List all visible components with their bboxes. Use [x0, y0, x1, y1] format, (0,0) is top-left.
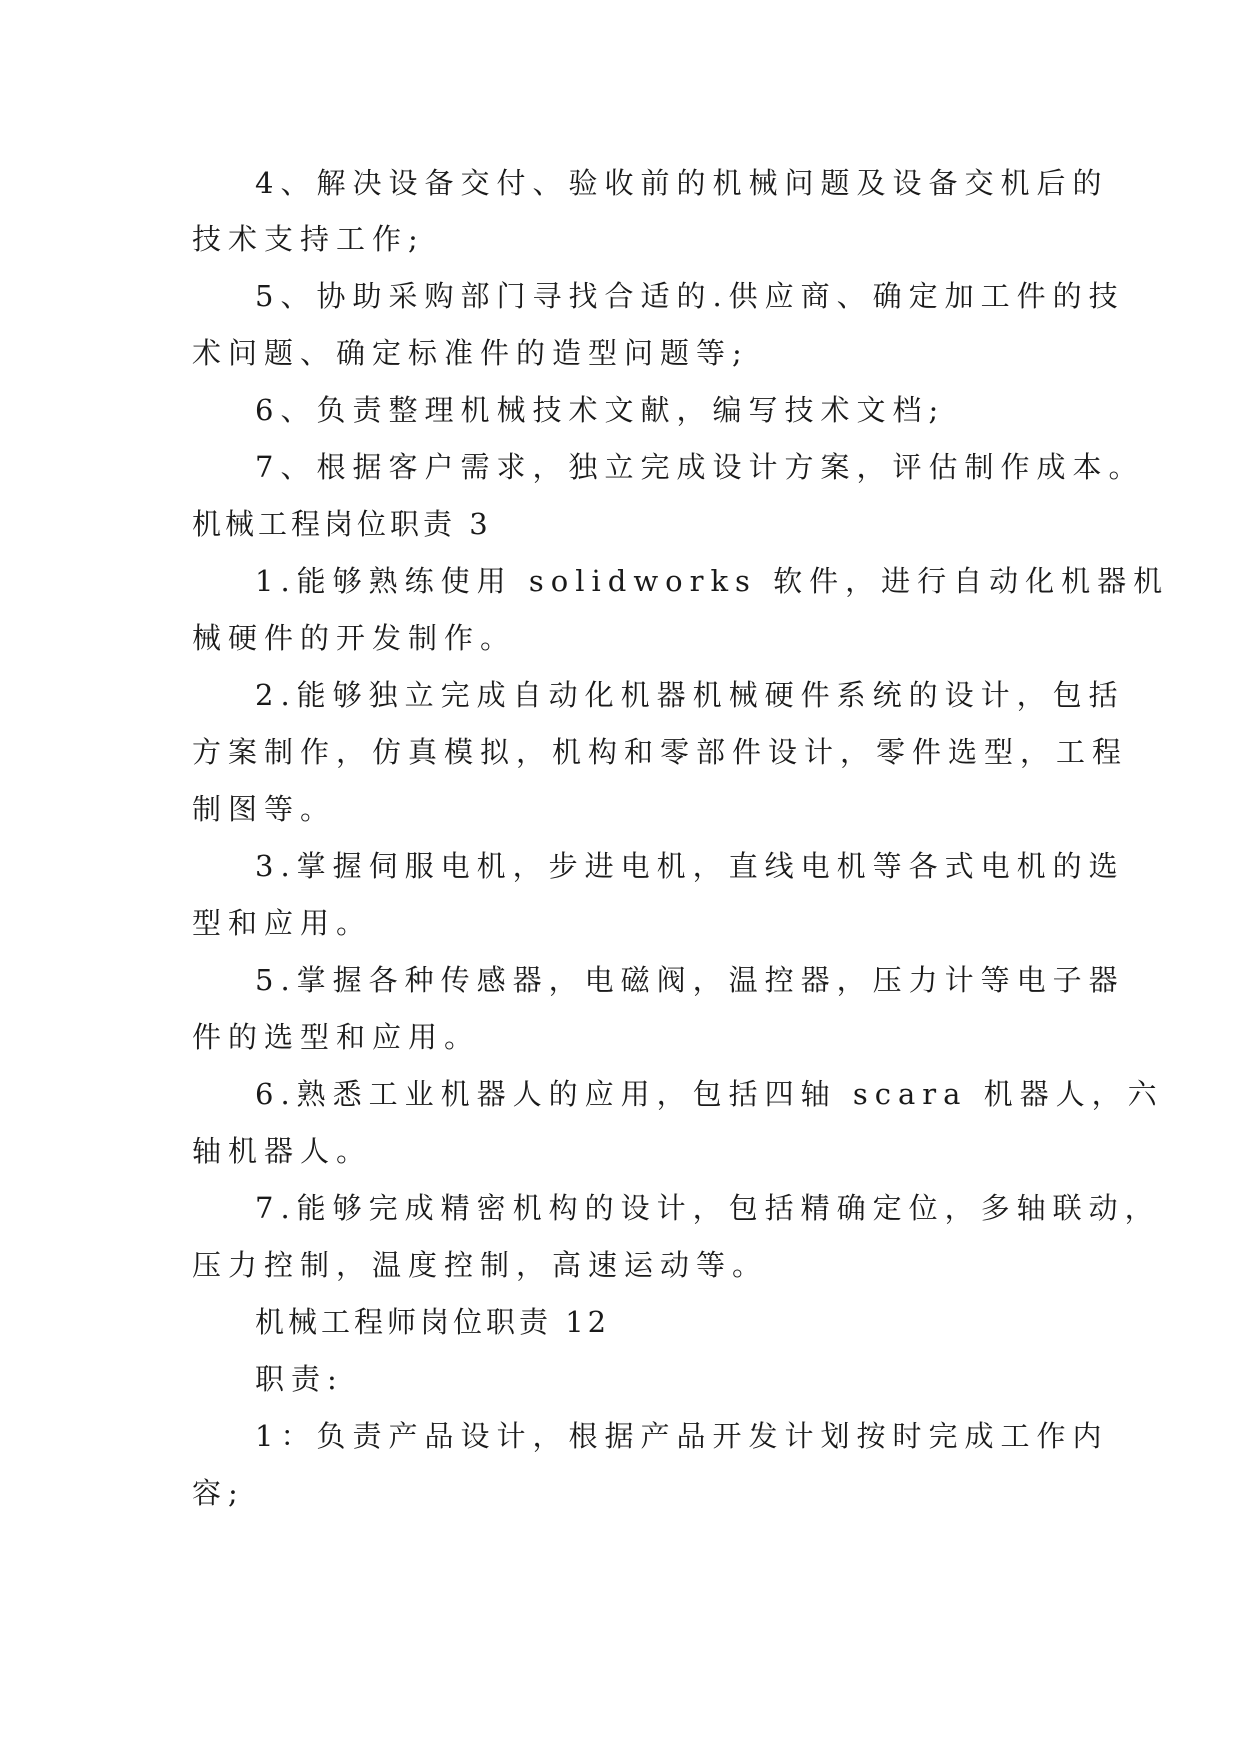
paragraph-line: 6.熟悉工业机器人的应用，包括四轴 scara 机器人，六 — [255, 1077, 1164, 1111]
paragraph-line: 2.能够独立完成自动化机器机械硬件系统的设计，包括 — [255, 678, 1125, 712]
paragraph-line: 轴机器人。 — [192, 1134, 373, 1168]
paragraph-line: 7、根据客户需求，独立完成设计方案，评估制作成本。 — [255, 450, 1145, 484]
paragraph-line: 型和应用。 — [192, 906, 373, 940]
paragraph-line: 1.能够熟练使用 solidworks 软件，进行自动化机器机 — [255, 564, 1170, 598]
paragraph-line: 制图等。 — [192, 792, 337, 826]
section-heading: 机械工程师岗位职责 12 — [255, 1305, 611, 1339]
paragraph-line: 械硬件的开发制作。 — [192, 621, 517, 655]
paragraph-line: 职责: — [255, 1362, 344, 1396]
paragraph-line: 件的选型和应用。 — [192, 1020, 481, 1054]
paragraph-line: 5、协助采购部门寻找合适的.供应商、确定加工件的技 — [255, 279, 1125, 313]
section-heading: 机械工程岗位职责 3 — [192, 507, 492, 541]
paragraph-line: 方案制作，仿真模拟，机构和零部件设计，零件选型，工程 — [192, 735, 1129, 769]
paragraph-line: 容; — [192, 1476, 245, 1510]
paragraph-line: 7.能够完成精密机构的设计，包括精确定位，多轴联动， — [255, 1191, 1161, 1225]
paragraph-line: 1：负责产品设计，根据产品开发计划按时完成工作内 — [255, 1419, 1109, 1453]
paragraph-line: 术问题、确定标准件的造型问题等; — [192, 336, 749, 370]
paragraph-line: 6、负责整理机械技术文献，编写技术文档; — [255, 393, 946, 427]
paragraph-line: 3.掌握伺服电机，步进电机，直线电机等各式电机的选 — [255, 849, 1125, 883]
paragraph-line: 4、解决设备交付、验收前的机械问题及设备交机后的 — [255, 166, 1109, 200]
paragraph-line: 技术支持工作; — [192, 222, 425, 256]
paragraph-line: 5.掌握各种传感器，电磁阀，温控器，压力计等电子器 — [255, 963, 1125, 997]
paragraph-line: 压力控制，温度控制，高速运动等。 — [192, 1248, 769, 1282]
